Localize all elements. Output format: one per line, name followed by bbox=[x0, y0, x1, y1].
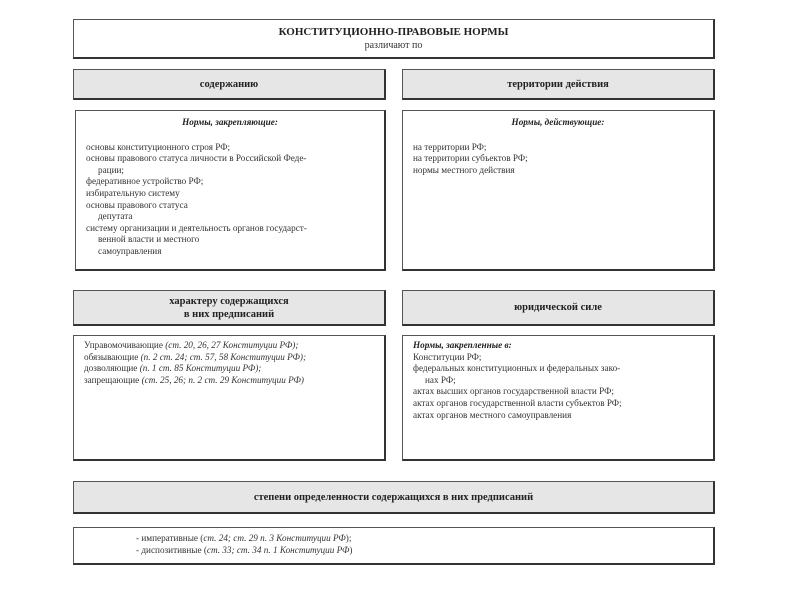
content-line: федеративное устройство РФ; bbox=[86, 176, 204, 187]
territory-line: на территории субъектов РФ; bbox=[413, 153, 528, 164]
content-line: венной власти и местного bbox=[98, 234, 200, 245]
content-line: основы правового статуса bbox=[86, 199, 188, 210]
diagram-subtitle: различают по bbox=[364, 40, 423, 51]
degree-term: - императивные ( bbox=[136, 533, 204, 543]
character-item bbox=[84, 363, 374, 375]
degree-item bbox=[136, 545, 703, 557]
content-box-lead: Нормы, закрепляющие: bbox=[182, 117, 278, 127]
degree-cite: ст. 33; ст. 34 п. 1 Конституции РФ bbox=[206, 544, 350, 555]
content-box-by-character bbox=[73, 335, 386, 461]
character-term: Управомочивающие bbox=[84, 340, 166, 350]
character-term: обязывающие bbox=[84, 351, 141, 362]
degree-item bbox=[136, 533, 703, 545]
header-by-territory bbox=[402, 69, 715, 100]
header-by-legal-force bbox=[402, 290, 715, 326]
content-box-by-territory bbox=[402, 110, 715, 271]
legal-line: актах высших органов государственной власти РФ; bbox=[413, 386, 614, 397]
character-item bbox=[84, 340, 374, 352]
header-by-character-line1: характеру содержащихся bbox=[169, 295, 289, 307]
legal-box-lead: Нормы, закрепленные в: bbox=[413, 340, 512, 350]
legal-box-lines bbox=[413, 352, 703, 422]
degree-cite: ст. 24; ст. 29 п. 3 Конституции РФ bbox=[203, 533, 346, 543]
character-cite: (ст. 25, 26; п. 2 ст. 29 Конституции РФ) bbox=[141, 374, 304, 385]
territory-line: нормы местного действия bbox=[413, 164, 515, 175]
header-by-character-line2: в них предписаний bbox=[183, 308, 275, 320]
character-item bbox=[84, 352, 374, 364]
degree-tail: ); bbox=[345, 533, 352, 543]
degree-tail: ) bbox=[349, 544, 353, 555]
content-box-by-content bbox=[75, 110, 386, 271]
character-term: запрещающие bbox=[84, 374, 142, 385]
header-by-degree-label: степени определенности содержащихся в них предписаний bbox=[253, 491, 534, 503]
header-by-content-label: содержанию bbox=[199, 78, 259, 90]
diagram-title: КОНСТИТУЦИОННО-ПРАВОВЫЕ НОРМЫ bbox=[278, 26, 509, 38]
header-by-territory-label: территории действия bbox=[507, 78, 609, 90]
character-item bbox=[84, 375, 374, 387]
header-by-legal-force-label: юридической силе bbox=[514, 302, 602, 313]
content-line: основы конституционного строя РФ; bbox=[86, 141, 231, 152]
header-by-content bbox=[73, 69, 386, 100]
content-box-lines bbox=[86, 142, 374, 258]
territory-line: на территории РФ; bbox=[413, 141, 487, 152]
content-line: рации; bbox=[98, 164, 124, 175]
character-cite: (п. 2 ст. 24; ст. 57, 58 Конституции РФ); bbox=[140, 351, 307, 362]
character-cite: (п. 1 ст. 85 Конституции РФ); bbox=[139, 363, 262, 374]
content-line: систему организации и деятельность органов государст- bbox=[86, 222, 307, 233]
legal-line: актах органов местного самоуправления bbox=[413, 409, 572, 420]
content-line: самоуправления bbox=[98, 245, 162, 256]
degree-term: - диспозитивные ( bbox=[136, 544, 207, 555]
content-box-by-legal-force bbox=[402, 335, 715, 461]
content-line: основы правового статуса личности в Российской Феде- bbox=[86, 153, 307, 164]
header-by-degree bbox=[73, 481, 715, 514]
character-cite: (ст. 20, 26, 27 Конституции РФ); bbox=[165, 340, 299, 350]
territory-box-lead: Нормы, действующие: bbox=[511, 117, 605, 127]
legal-line: федеральных конституционных и федеральных зако- bbox=[413, 363, 621, 374]
content-box-by-degree bbox=[73, 527, 715, 565]
title-box bbox=[73, 19, 715, 59]
content-line: избирательную систему bbox=[86, 187, 180, 198]
legal-line: актах органов государственной власти субъектов РФ; bbox=[413, 397, 622, 408]
legal-line: Конституции РФ; bbox=[413, 351, 482, 362]
header-by-character bbox=[73, 290, 386, 326]
legal-line: нах РФ; bbox=[425, 374, 456, 385]
character-term: дозволяющие bbox=[84, 363, 140, 374]
content-line: депутата bbox=[98, 211, 133, 222]
